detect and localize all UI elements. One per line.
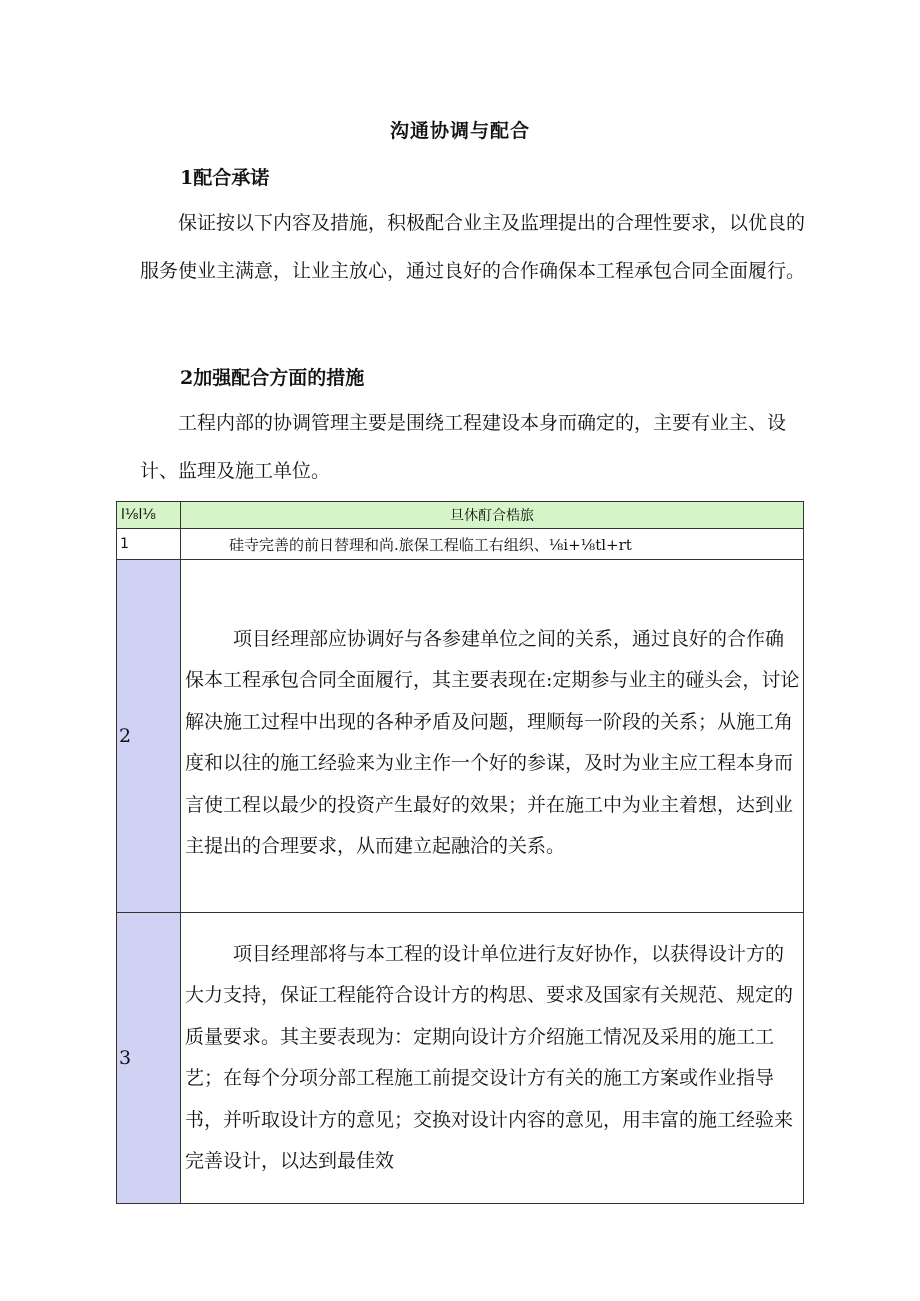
row-content	[181, 560, 804, 913]
section-1-text: 保证按以下内容及措施，积极配合业主及监理提出的合理性要求，以优良的服务使业主满意，让业主放心，通过良好的合作确保本工程承包合同全面履行。	[140, 212, 806, 282]
section-2-paragraph	[140, 399, 810, 495]
table-row	[117, 560, 804, 913]
row-number: 1	[117, 529, 181, 560]
row-text: 项目经理部将与本工程的设计单位进行友好协作，以获得设计方的大力支持，保证工程能符合设计方的构思、要求及国家有关规范、规定的质量要求。其主要表现为：定期向设计方介绍施工情况及采用的施工工艺；在每个分项分部工程施工前提交设计方有关的施工方案或作业指导书，并听取设计方的意见；交换对设计内容的意见，用丰富的施工经验来完善设计，以达到最佳效	[185, 942, 794, 1172]
section-1-heading: 1配合承诺	[180, 167, 270, 189]
measures-table	[116, 501, 804, 1204]
section-1-paragraph	[140, 199, 810, 295]
row-text: 项目经理部应协调好与各参建单位之间的关系，通过良好的合作确保本工程承包合同全面履行，其主要表现在:定期参与业主的碰头会，讨论解决施工过程中出现的各种矛盾及问题，理顺每一阶段的关系；从施工角度和以往的施工经验来为业主作一个好的参谋，及时为业主应工程本身而言使工程以最少的投资产生最好的效果；并在施工中为业主着想，达到业主提出的合理要求，从而建立起融洽的关系。	[185, 627, 800, 857]
header-number-cell: l⅛l⅛	[117, 502, 181, 529]
row-content: 硅寺完善的前日替理和尚.旅保工程临工右组织、⅛i+⅛tl+rt	[181, 529, 804, 560]
section-2-heading: 2加强配合方面的措施	[180, 367, 365, 389]
section-2-text: 工程内部的协调管理主要是围绕工程建设本身而确定的，主要有业主、设计、监理及施工单位。	[140, 412, 787, 482]
header-content-cell: 旦休酊合梏旅	[181, 502, 804, 529]
table-header-row	[117, 502, 804, 529]
document-title: 沟通协调与配合	[389, 120, 530, 142]
table-row	[117, 913, 804, 1204]
table-row	[117, 529, 804, 560]
row-content	[181, 913, 804, 1204]
row-number: 2	[117, 560, 181, 913]
row-number: 3	[117, 913, 181, 1204]
